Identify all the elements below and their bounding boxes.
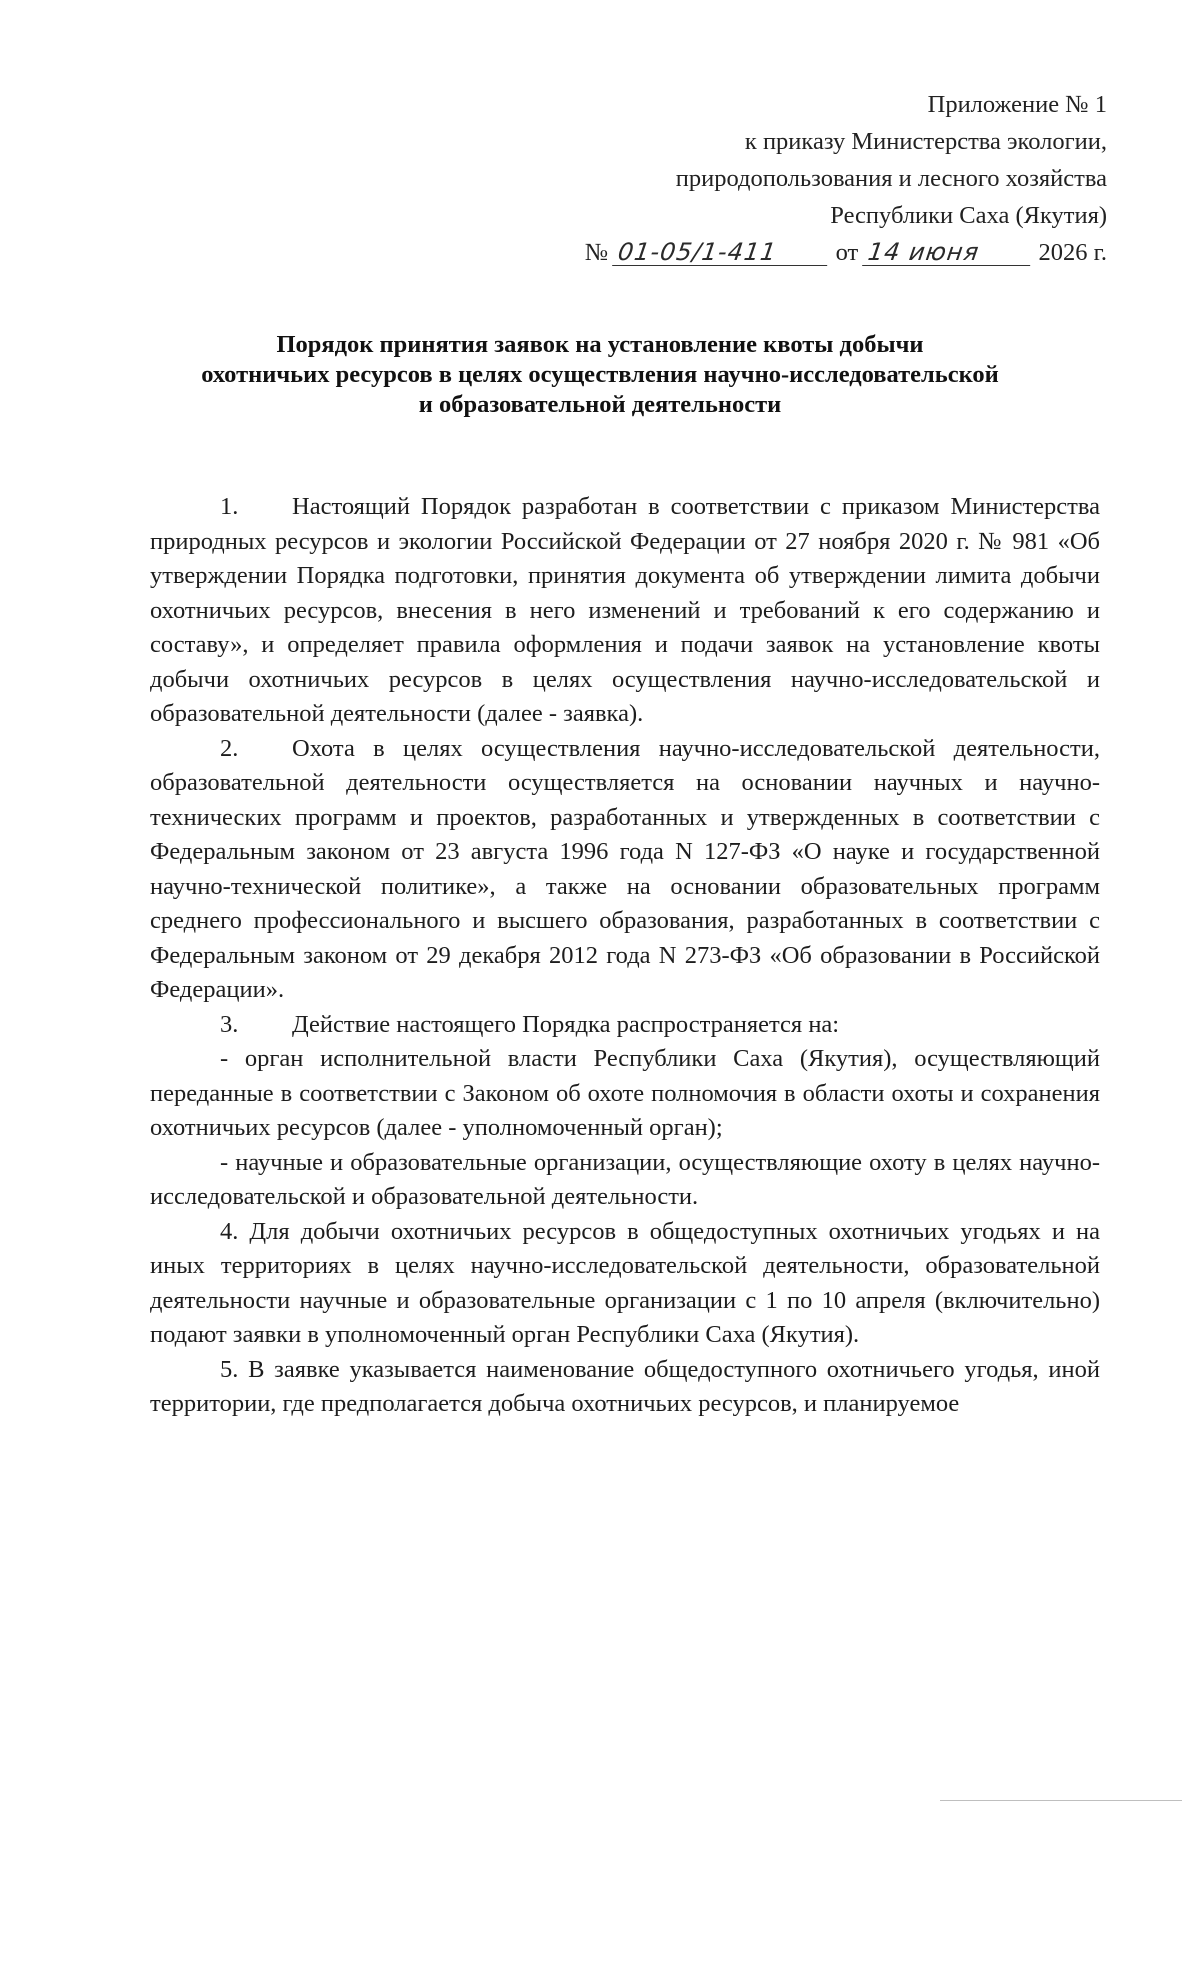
paragraph-3	[150, 1008, 1100, 1043]
appendix-header	[507, 86, 1107, 271]
paragraph-1	[150, 490, 1100, 732]
appendix-republic: Республики Саха (Якутия)	[830, 202, 1107, 229]
footer-divider	[940, 1800, 1182, 1801]
paragraph-3-number: 3.	[220, 1010, 239, 1038]
appendix-ministry: природопользования и лесного хозяйства	[675, 165, 1107, 192]
paragraph-2-number: 2.	[220, 734, 239, 762]
order-number-line	[507, 234, 1107, 271]
handwritten-order-number: 01-05/1-411	[613, 239, 832, 266]
paragraph-3-item-1: - орган исполнительной власти Республики Саха (Якутия), осуществляющий переданные в соответствии с Законом об охоте полномочия в области охоты и сохранения охотничьих ресурсов (далее - уполномоченный орган);	[150, 1045, 1100, 1141]
from-label: от	[835, 239, 859, 266]
document-title	[150, 330, 1050, 420]
paragraph-4: 4. Для добычи охотничьих ресурсов в общедоступных охотничьих угодьях и на иных территориях в целях научно-исследовательской деятельности, образовательной деятельности научные и образовательные организации с 1 по 10 апреля (включительно) подают заявки в уполномоченный орган Республики Саха (Якутия).	[150, 1217, 1100, 1348]
paragraph-5: 5. В заявке указывается наименование общедоступного охотничьего угодья, иной территории, где предполагается добыча охотничьих ресурсов, и планируемое	[150, 1355, 1100, 1417]
appendix-number: Приложение № 1	[927, 91, 1107, 118]
document-body	[150, 490, 1100, 1422]
paragraph-2-text: Охота в целях осуществления научно-исследовательской деятельности, образовательной деятельности осуществляется на основании научных и научно-технических программ и проектов, разработанных и утвержденных в соответствии с Федеральным законом от 23 августа 1996 года N 127-ФЗ «О науке и государственной научно-технической политике», а также на основании образовательных программ среднего профессионального и высшего образования, разработанных в соответствии с Федеральным законом от 29 декабря 2012 года N 273-ФЗ «Об образовании в Российской Федерации».	[150, 734, 1100, 1003]
paragraph-3-text: Действие настоящего Порядка распространяется на:	[292, 1010, 840, 1038]
title-line-2: охотничьих ресурсов в целях осуществления научно-исследовательской	[201, 361, 999, 388]
paragraph-2	[150, 732, 1100, 1008]
title-line-3: и образовательной деятельности	[418, 391, 782, 418]
appendix-order-ref: к приказу Министерства экологии,	[744, 128, 1107, 155]
paragraph-3-item-2: - научные и образовательные организации, осуществляющие охоту в целях научно-исследовательской и образовательной деятельности.	[150, 1148, 1100, 1210]
paragraph-1-text: Настоящий Порядок разработан в соответствии с приказом Министерства природных ресурсов и экологии Российской Федерации от 27 ноября 2020 г. № 981 «Об утверждении Порядка подготовки, принятия документа об утверждении лимита добычи охотничьих ресурсов, внесения в него изменений и требований к его содержанию и составу», и определяет правила оформления и подачи заявок на установление квоты добычи охотничьих ресурсов в целях осуществления научно-исследовательской и образовательной деятельности (далее - заявка).	[150, 493, 1100, 727]
title-line-1: Порядок принятия заявок на установление квоты добычи	[276, 331, 924, 358]
paragraph-1-number: 1.	[220, 493, 239, 520]
order-year: 2026 г.	[1038, 239, 1107, 266]
number-sign: №	[584, 239, 609, 266]
handwritten-date: 14 июня	[862, 239, 1034, 266]
